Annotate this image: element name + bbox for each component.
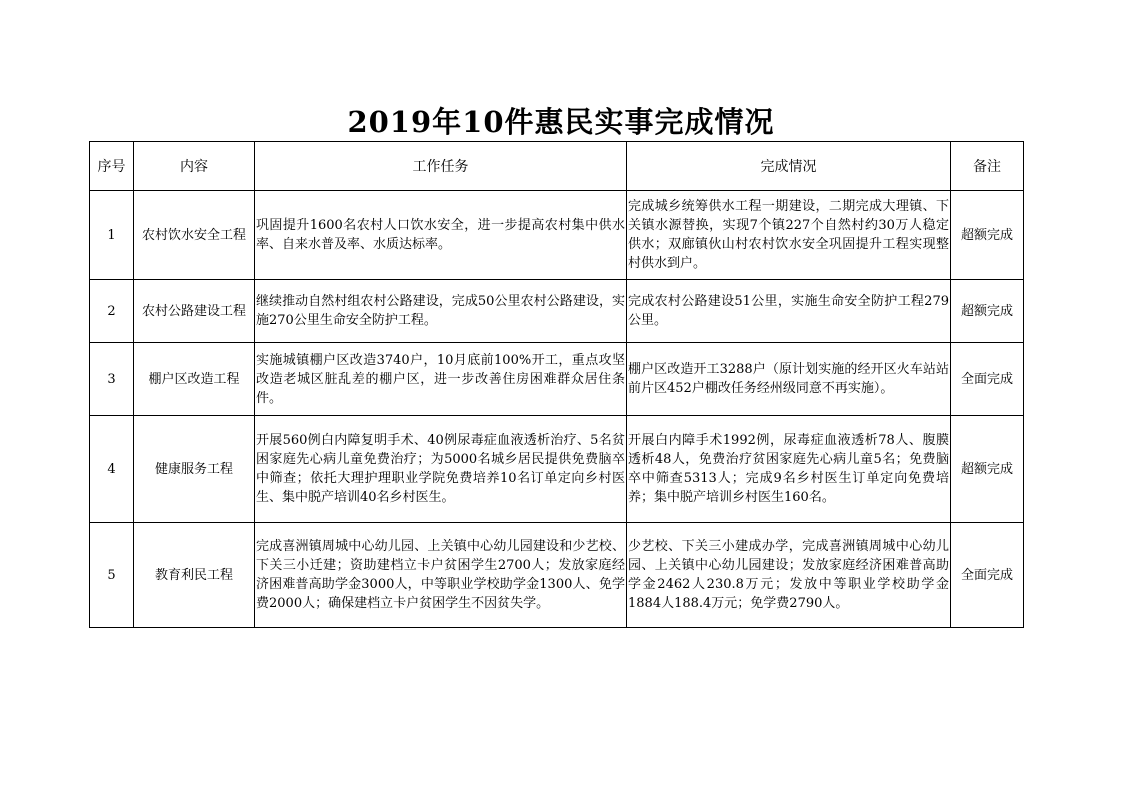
header-number: 序号 (90, 142, 134, 191)
header-status: 完成情况 (627, 142, 951, 191)
row-task: 巩固提升1600名农村人口饮水安全，进一步提高农村集中供水率、自来水普及率、水质达标率。 (255, 191, 627, 280)
row-status: 完成农村公路建设51公里，实施生命安全防护工程279公里。 (627, 280, 951, 343)
row-number: 3 (90, 343, 134, 416)
row-status: 完成城乡统筹供水工程一期建设，二期完成大理镇、下关镇水源替换，实现7个镇227个自然村约30万人稳定供水；双廊镇伙山村农村饮水安全巩固提升工程实现整村供水到户。 (627, 191, 951, 280)
row-status: 开展白内障手术1992例，尿毒症血液透析78人、腹膜透析48人，免费治疗贫困家庭先心病儿童5名；免费脑卒中筛查5313人；完成9名乡村医生订单定向免费培养；集中脱产培训乡村医生160名。 (627, 416, 951, 523)
row-number: 5 (90, 523, 134, 628)
row-content: 教育利民工程 (134, 523, 255, 628)
summary-table (89, 141, 1024, 628)
row-note: 超额完成 (951, 416, 1024, 523)
page-title: 2019年10件惠民实事完成情况 (347, 105, 775, 139)
row-task: 实施城镇棚户区改造3740户，10月底前100%开工，重点攻坚改造老城区脏乱差的棚户区，进一步改善住房困难群众居住条件。 (255, 343, 627, 416)
header-task: 工作任务 (255, 142, 627, 191)
table-row (90, 416, 1024, 523)
row-status: 少艺校、下关三小建成办学，完成喜洲镇周城中心幼儿园、上关镇中心幼儿园建设；发放家庭经济困难普高助学金2462人230.8万元；发放中等职业学校助学金1884人188.4万元；免学费2790人。 (627, 523, 951, 628)
row-note: 超额完成 (951, 280, 1024, 343)
row-number: 4 (90, 416, 134, 523)
header-content: 内容 (134, 142, 255, 191)
row-task: 继续推动自然村组农村公路建设，完成50公里农村公路建设，实施270公里生命安全防护工程。 (255, 280, 627, 343)
row-content: 棚户区改造工程 (134, 343, 255, 416)
row-content: 农村公路建设工程 (134, 280, 255, 343)
table-header-row (90, 142, 1024, 191)
row-task: 开展560例白内障复明手术、40例尿毒症血液透析治疗、5名贫困家庭先心病儿童免费治疗；为5000名城乡居民提供免费脑卒中筛查；依托大理护理职业学院免费培养10名订单定向乡村医生、集中脱产培训40名乡村医生。 (255, 416, 627, 523)
table-row (90, 343, 1024, 416)
row-content: 农村饮水安全工程 (134, 191, 255, 280)
row-note: 全面完成 (951, 343, 1024, 416)
row-number: 1 (90, 191, 134, 280)
row-note: 超额完成 (951, 191, 1024, 280)
table-row (90, 191, 1024, 280)
row-note: 全面完成 (951, 523, 1024, 628)
row-task: 完成喜洲镇周城中心幼儿园、上关镇中心幼儿园建设和少艺校、下关三小迁建；资助建档立卡户贫困学生2700人；发放家庭经济困难普高助学金3000人，中等职业学校助学金1300人、免学费2000人；确保建档立卡户贫困学生不因贫失学。 (255, 523, 627, 628)
row-content: 健康服务工程 (134, 416, 255, 523)
table-row (90, 280, 1024, 343)
table-row (90, 523, 1024, 628)
row-status: 棚户区改造开工3288户（原计划实施的经开区火车站站前片区452户棚改任务经州级同意不再实施）。 (627, 343, 951, 416)
row-number: 2 (90, 280, 134, 343)
header-note: 备注 (951, 142, 1024, 191)
